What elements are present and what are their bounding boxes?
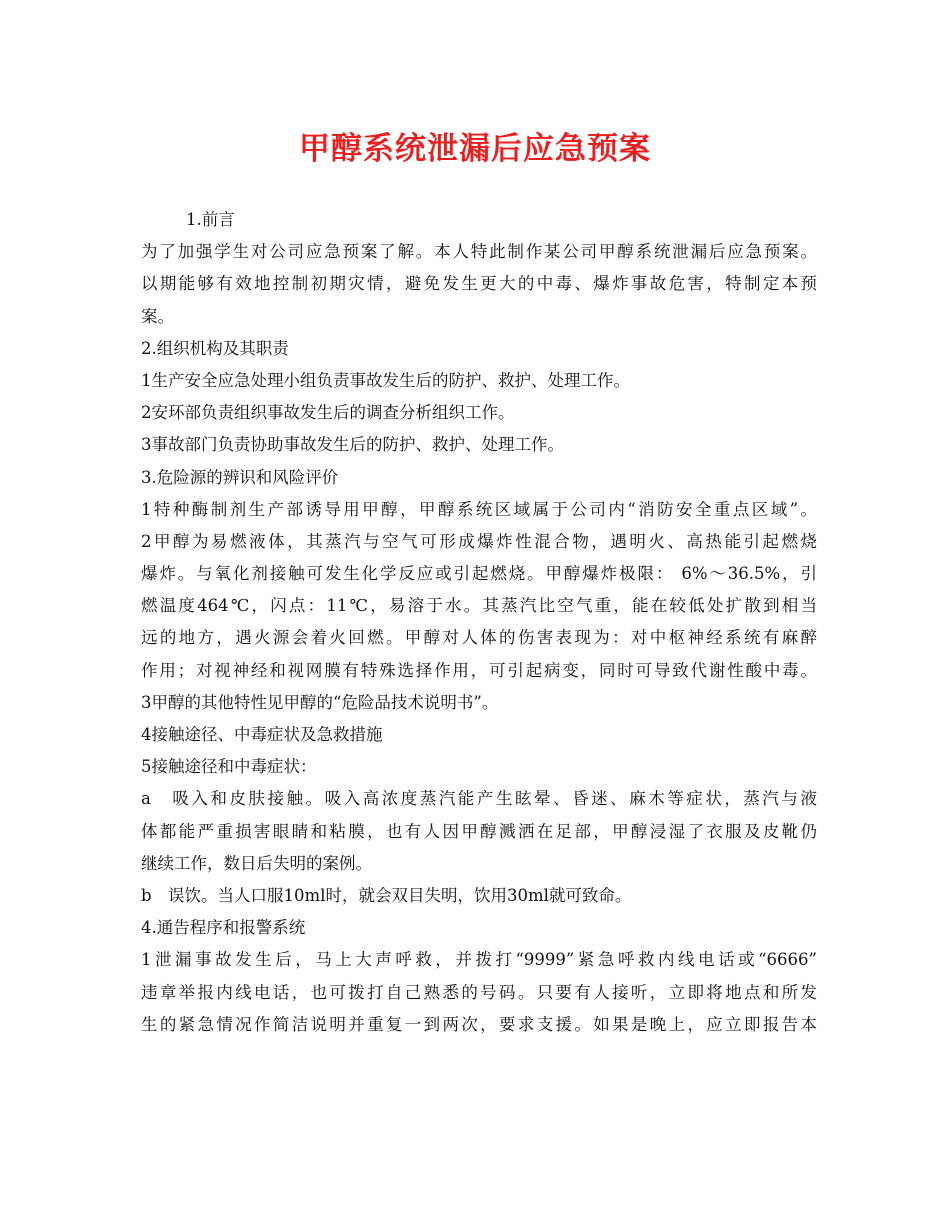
document-title: 甲醇系统泄漏后应急预案 bbox=[299, 131, 651, 167]
paragraph-line: 2甲醇为易燃液体，其蒸汽与空气可形成爆炸性混合物，遇明火、高热能引起燃烧 bbox=[141, 531, 817, 551]
paragraph-line: 案。 bbox=[141, 306, 174, 326]
paragraph-line: 作用；对视神经和视网膜有特殊选择作用，可引起病变，同时可导致代谢性酸中毒。 bbox=[141, 660, 817, 680]
paragraph-line: 体都能严重损害眼睛和粘膜，也有人因甲醇溅洒在足部，甲醇浸湿了衣服及皮靴仍 bbox=[141, 821, 817, 841]
paragraph-line: 为了加强学生对公司应急预案了解。本人特此制作某公司甲醇系统泄漏后应急预案。 bbox=[141, 242, 817, 262]
section-heading-alarm: 4.通告程序和报警系统 bbox=[141, 918, 306, 938]
section-heading-organization: 2.组织机构及其职责 bbox=[141, 338, 289, 358]
paragraph-line: 以期能够有效地控制初期灾情，避免发生更大的中毒、爆炸事故危害，特制定本预 bbox=[141, 274, 817, 294]
paragraph-line: 1泄漏事故发生后，马上大声呼救，并拨打“9999”紧急呼救内线电话或“6666” bbox=[141, 950, 817, 970]
section-heading-preface: 1.前言 bbox=[186, 210, 235, 229]
paragraph-line: 1特种酶制剂生产部诱导用甲醇，甲醇系统区域属于公司内“消防安全重点区域”。 bbox=[141, 499, 817, 519]
section-heading-hazard: 3.危险源的辨识和风险评价 bbox=[141, 467, 339, 487]
paragraph-line: 违章举报内线电话，也可拨打自己熟悉的号码。只要有人接听，立即将地点和所发 bbox=[141, 982, 817, 1002]
paragraph-line: 3甲醇的其他特性见甲醇的“危险品技术说明书”。 bbox=[141, 692, 499, 712]
paragraph-line: 5接触途径和中毒症状： bbox=[141, 757, 317, 777]
paragraph-line: 3事故部门负责协助事故发生后的防护、救护、处理工作。 bbox=[141, 435, 564, 455]
paragraph-line: 爆炸。与氧化剂接触可发生化学反应或引起燃烧。甲醇爆炸极限： 6%～36.5%，引 bbox=[141, 564, 817, 584]
paragraph-line: 继续工作，数日后失明的案例。 bbox=[141, 853, 372, 873]
paragraph-line: 燃温度464℃，闪点：11℃，易溶于水。其蒸汽比空气重，能在较低处扩散到相当 bbox=[141, 596, 817, 616]
paragraph-line: a 吸入和皮肤接触。吸入高浓度蒸汽能产生眩晕、昏迷、麻木等症状，蒸汽与液 bbox=[141, 789, 817, 809]
document-body bbox=[141, 204, 817, 1041]
paragraph-line: 2安环部负责组织事故发生后的调查分析组织工作。 bbox=[141, 403, 515, 423]
paragraph-line: 生的紧急情况作简洁说明并重复一到两次，要求支援。如果是晚上，应立即报告本 bbox=[141, 1014, 817, 1034]
paragraph-line: b 误饮。当人口服10ml时，就会双目失明，饮用30ml就可致命。 bbox=[141, 885, 632, 905]
paragraph-line: 远的地方，遇火源会着火回燃。甲醇对人体的伤害表现为：对中枢神经系统有麻醉 bbox=[141, 628, 817, 648]
section-heading-contact: 4接触途径、中毒症状及急救措施 bbox=[141, 725, 383, 744]
paragraph-line: 1生产安全应急处理小组负责事故发生后的防护、救护、处理工作。 bbox=[141, 370, 630, 390]
